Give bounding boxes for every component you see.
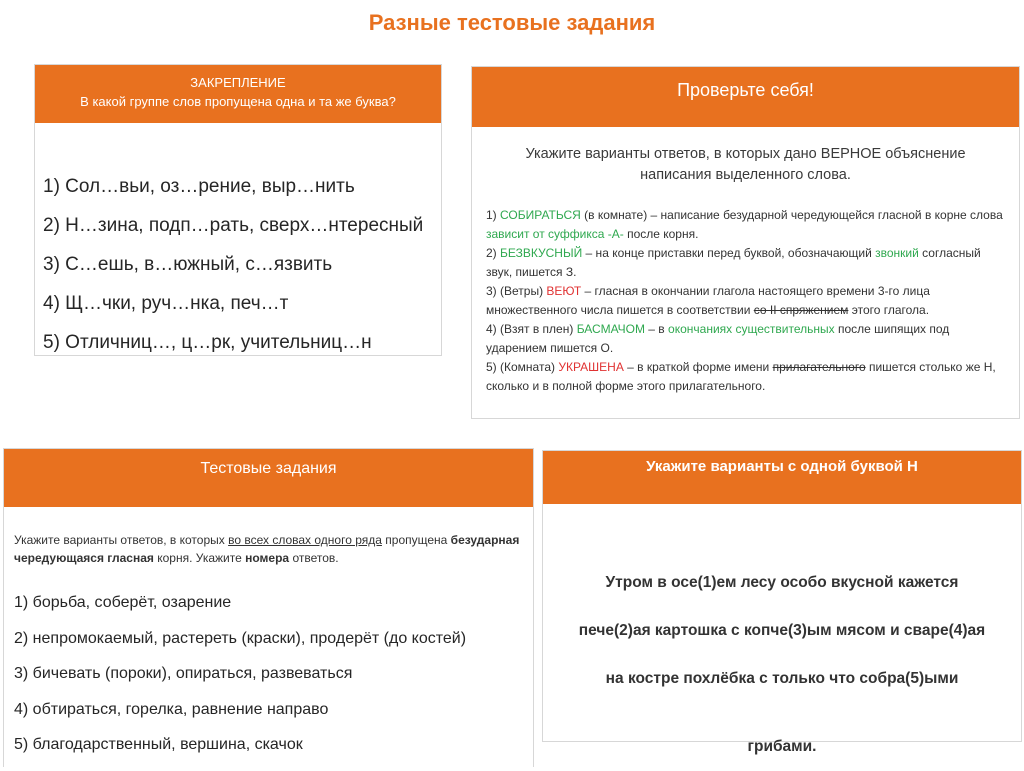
highlighted-phrase: зависит от суффикса -А- xyxy=(486,227,624,241)
card-reinforcement xyxy=(34,64,442,356)
highlighted-word: СОБИРАТЬСЯ xyxy=(500,208,581,222)
explanation-list xyxy=(472,206,1019,396)
card-test-tasks-instruction: Укажите варианты ответов, в которых во всех словах одного ряда пропущена безударная чередующаяся гласная корня. Укажите номера ответов. xyxy=(14,533,520,565)
highlighted-word: УКРАШЕНА xyxy=(558,360,624,374)
answer-option: 4) Щ…чки, руч…нка, печ…т xyxy=(43,293,289,314)
card-single-n xyxy=(542,450,1022,755)
highlighted-word: ВЕЮТ xyxy=(546,284,582,298)
struck-phrase: со II спряжением xyxy=(753,303,849,317)
explanation-item-1: 1) СОБИРАТЬСЯ (в комнате) – написание безударной чередующейся гласной в корне слова зависит от суффикса -А- после корня. xyxy=(486,208,1003,241)
explanation-item-2: 2) БЕЗВКУСНЫЙ – на конце приставки перед буквой, обозначающий звонкий согласный звук, пишется З. xyxy=(486,246,981,279)
text-line: Утром в осе(1)ем лесу особо вкусной кажется xyxy=(605,574,959,591)
card-check-yourself-header: Проверьте себя! xyxy=(472,67,1019,127)
card-check-yourself xyxy=(471,66,1020,419)
card-single-n-header: Укажите варианты с одной буквой Н xyxy=(543,451,1021,504)
card-test-tasks-header: Тестовые задания xyxy=(4,449,533,507)
card-reinforcement-heading: ЗАКРЕПЛЕНИЕ xyxy=(190,75,286,90)
explanation-item-5: 5) (Комната) УКРАШЕНА – в краткой форме имени прилагательного пишется столько же Н, сколько и в полной форме этого прилагательного. xyxy=(486,360,996,393)
answer-option: 2) Н…зина, подп…рать, сверх…нтересный xyxy=(43,215,424,236)
card-reinforcement-header xyxy=(35,65,441,123)
answer-options xyxy=(4,585,533,763)
highlighted-word: БАСМАЧОМ xyxy=(576,322,645,336)
instruction-line: Укажите варианты ответов, в которых дано ВЕРНОЕ объяснение xyxy=(525,146,966,162)
answer-option: 1) борьба, соберёт, озарение xyxy=(14,594,232,611)
answer-option: 2) непромокаемый, растереть (краски), продерёт (до костей) xyxy=(14,629,467,647)
instruction-line: написания выделенного слова. xyxy=(640,167,851,183)
answer-options xyxy=(35,123,441,362)
highlighted-phrase: звонкий xyxy=(875,246,919,260)
struck-phrase: прилагательного xyxy=(772,360,866,374)
card-check-yourself-instruction xyxy=(472,144,1019,186)
card-reinforcement-question: В какой группе слов пропущена одна и та же буква? xyxy=(80,94,396,109)
explanation-item-3: 3) (Ветры) ВЕЮТ – гласная в окончании глагола настоящего времени 3-го лица множественного числа пишется в соответствии со II спряжением этого глагола. xyxy=(486,284,930,317)
answer-option: 4) обтираться, горелка, равнение направо xyxy=(14,700,329,718)
answer-option: 3) бичевать (пороки), опираться, развеваться xyxy=(14,665,353,682)
answer-option: 1) Сол…вьи, оз…рение, выр…нить xyxy=(43,176,355,197)
answer-option: 3) С…ешь, в…южный, с…язвить xyxy=(43,254,333,275)
card-test-tasks xyxy=(3,448,534,767)
text-line: на костре похлёбка с только что собра(5)ыми xyxy=(605,670,959,687)
explanation-item-4: 4) (Взят в плен) БАСМАЧОМ – в окончаниях существительных после шипящих под ударением пишется О. xyxy=(486,322,950,355)
slide-title: Разные тестовые задания xyxy=(368,10,656,35)
card-single-n-text xyxy=(543,504,1021,771)
answer-option: 5) Отличниц…, ц…рк, учительниц…н xyxy=(43,332,372,353)
text-line: грибами. xyxy=(747,738,817,755)
text-line: пече(2)ая картошка с копче(3)ым мясом и сваре(4)ая xyxy=(578,622,986,639)
highlighted-word: БЕЗВКУСНЫЙ xyxy=(500,246,583,260)
answer-option: 5) благодарственный, вершина, скачок xyxy=(14,736,303,753)
highlighted-phrase: окончаниях существительных xyxy=(668,322,835,336)
